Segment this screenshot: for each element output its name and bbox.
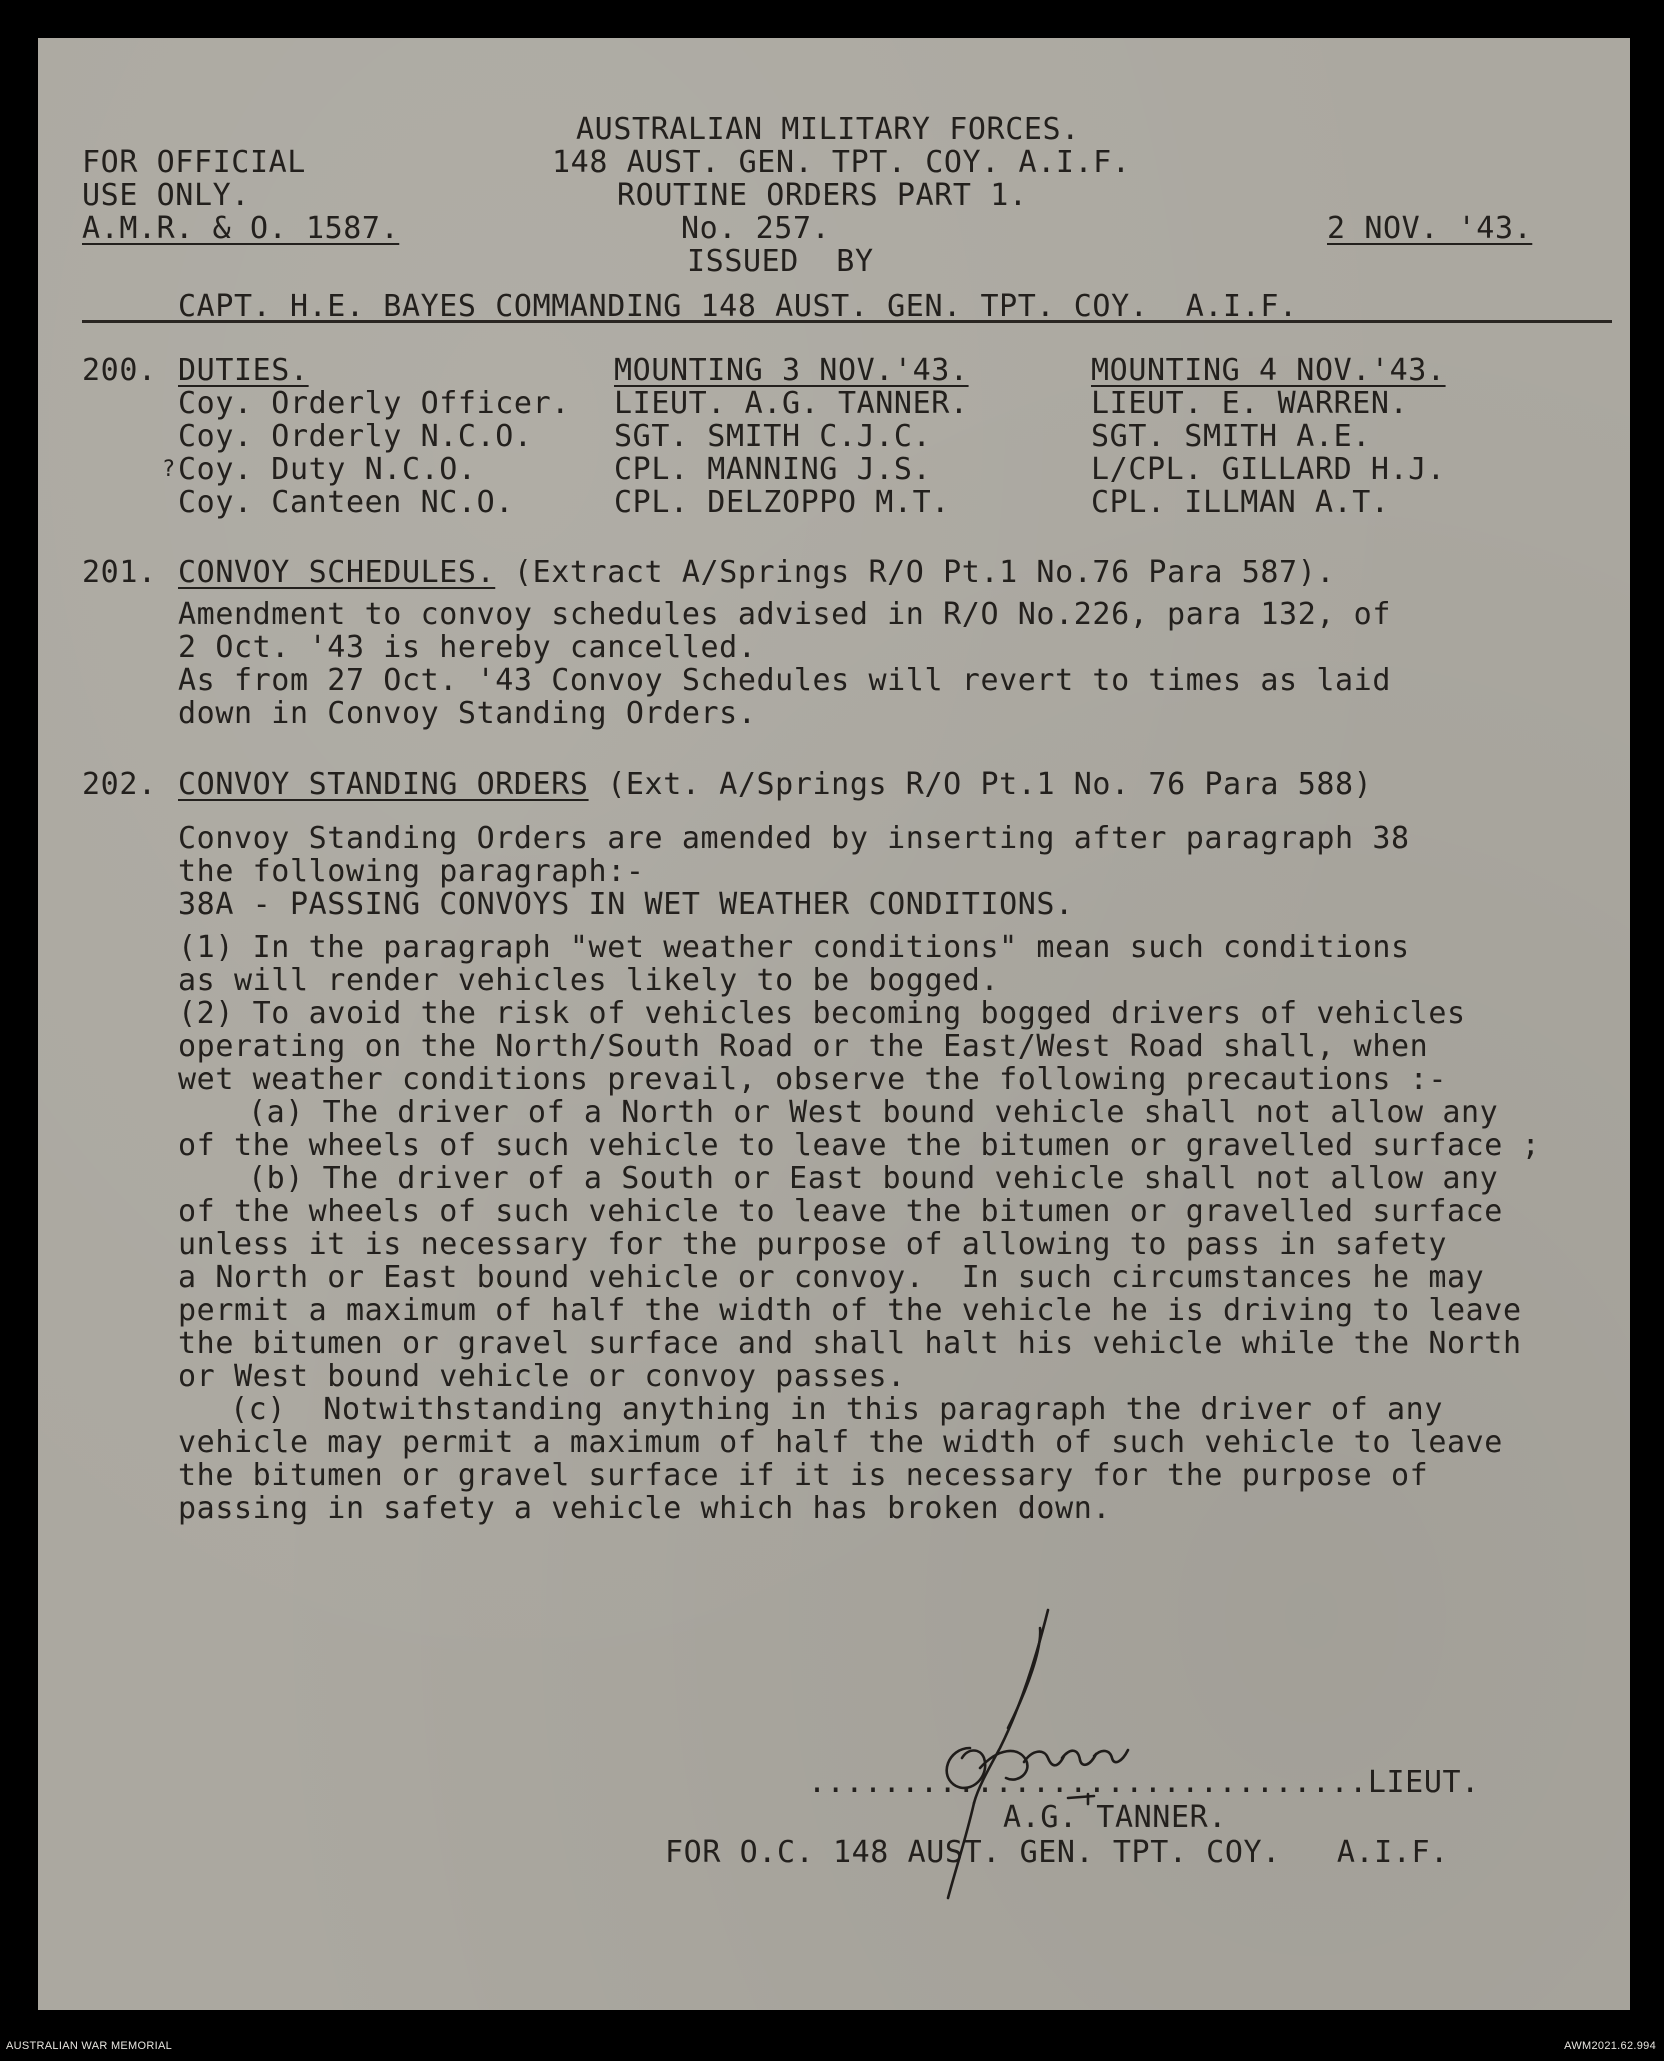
para-a-line: of the wheels of such vehicle to leave the bitumen or gravelled surface ; <box>178 1128 1541 1163</box>
signatory-name: A.G. TANNER. <box>1003 1800 1227 1835</box>
standing-orders-heading-line <box>178 768 1372 801</box>
footer-institution: AUSTRALIAN WAR MEMORIAL <box>6 2040 173 2052</box>
para-b-line: permit a maximum of half the width of the vehicle he is driving to leave <box>178 1293 1522 1328</box>
for-oc-line: FOR O.C. 148 AUST. GEN. TPT. COY. A.I.F. <box>665 1835 1449 1870</box>
para-c-line: (c) Notwithstanding anything in this paragraph the driver of any <box>230 1392 1443 1427</box>
official-use-line-2: USE ONLY. <box>82 178 250 213</box>
commanding-officer-line: CAPT. H.E. BAYES COMMANDING 148 AUST. GEN. TPT. COY. A.I.F. <box>178 289 1298 324</box>
duties-col1-heading: MOUNTING 3 NOV.'43. <box>614 353 969 388</box>
duty-day1: CPL. MANNING J.S. <box>614 452 932 487</box>
standing-orders-reference: (Ext. A/Springs R/O Pt.1 No. 76 Para 588) <box>588 767 1373 802</box>
duty-role: Coy. Orderly N.C.O. <box>178 419 533 454</box>
margin-question-mark: ? <box>162 457 176 482</box>
signature-dots-line: ..............................LIEUT. <box>808 1765 1480 1800</box>
duty-day2: CPL. ILLMAN A.T. <box>1091 485 1390 520</box>
para1-line: (1) In the paragraph "wet weather conditions" mean such conditions <box>178 930 1410 965</box>
official-use-line-1: FOR OFFICIAL <box>82 145 306 180</box>
duty-role: Coy. Orderly Officer. <box>178 386 570 421</box>
para-b-line: the bitumen or gravel surface and shall halt his vehicle while the North <box>178 1326 1522 1361</box>
issued-by-label: ISSUED BY <box>687 244 874 279</box>
para-200-number: 200. <box>82 353 157 388</box>
para1-line: as will render vehicles likely to be bogged. <box>178 963 1000 998</box>
routine-orders-title: ROUTINE ORDERS PART 1. <box>617 178 1028 213</box>
para2-line: wet weather conditions prevail, observe the following precautions :- <box>178 1062 1447 1097</box>
standing-orders-intro-line: Convoy Standing Orders are amended by inserting after paragraph 38 <box>178 821 1410 856</box>
para-c-line: the bitumen or gravel surface if it is necessary for the purpose of <box>178 1458 1429 1493</box>
document-sheet <box>38 38 1630 2010</box>
forces-title: AUSTRALIAN MILITARY FORCES. <box>576 112 1080 147</box>
standing-orders-intro-line: 38A - PASSING CONVOYS IN WET WEATHER CONDITIONS. <box>178 887 1074 922</box>
para-a-line: (a) The driver of a North or West bound vehicle shall not allow any <box>248 1095 1499 1130</box>
duty-day2: SGT. SMITH A.E. <box>1091 419 1371 454</box>
duties-heading: DUTIES. <box>178 353 309 388</box>
duty-day1: CPL. DELZOPPO M.T. <box>614 485 950 520</box>
duty-role: Coy. Canteen NC.O. <box>178 485 514 520</box>
convoy-schedules-line: down in Convoy Standing Orders. <box>178 696 757 731</box>
para-201-number: 201. <box>82 555 157 590</box>
duty-day1: SGT. SMITH C.J.C. <box>614 419 932 454</box>
para-b-line: (b) The driver of a South or East bound vehicle shall not allow any <box>248 1161 1499 1196</box>
duty-day1: LIEUT. A.G. TANNER. <box>614 386 969 421</box>
convoy-schedules-reference: (Extract A/Springs R/O Pt.1 No.76 Para 587). <box>495 555 1336 590</box>
convoy-schedules-line: As from 27 Oct. '43 Convoy Schedules will revert to times as laid <box>178 663 1391 698</box>
para-202-number: 202. <box>82 767 157 802</box>
convoy-schedules-line: Amendment to convoy schedules advised in R/O No.226, para 132, of <box>178 597 1391 632</box>
convoy-schedules-heading-line <box>178 556 1335 589</box>
para-b-line: a North or East bound vehicle or convoy. In such circumstances he may <box>178 1260 1485 1295</box>
duty-day2: LIEUT. E. WARREN. <box>1091 386 1409 421</box>
handwritten-signature <box>908 1598 1208 1908</box>
para2-line: operating on the North/South Road or the East/West Road shall, when <box>178 1029 1429 1064</box>
standing-orders-intro-line: the following paragraph:- <box>178 854 645 889</box>
convoy-schedules-heading: CONVOY SCHEDULES. <box>178 555 496 590</box>
amr-reference: A.M.R. & O. 1587. <box>82 211 400 246</box>
order-date: 2 NOV. '43. <box>1327 211 1533 246</box>
para-b-line: or West bound vehicle or convoy passes. <box>178 1359 906 1394</box>
order-number: No. 257. <box>681 211 831 246</box>
duties-col2-heading: MOUNTING 4 NOV.'43. <box>1091 353 1446 388</box>
standing-orders-heading: CONVOY STANDING ORDERS <box>178 767 589 802</box>
company-title: 148 AUST. GEN. TPT. COY. A.I.F. <box>552 145 1131 180</box>
duty-role: Coy. Duty N.C.O. <box>178 452 477 487</box>
para-b-line: of the wheels of such vehicle to leave the bitumen or gravelled surface <box>178 1194 1503 1229</box>
para-c-line: vehicle may permit a maximum of half the width of such vehicle to leave <box>178 1425 1503 1460</box>
para-c-line: passing in safety a vehicle which has broken down. <box>178 1491 1112 1526</box>
footer-accession-number: AWM2021.62.994 <box>1564 2040 1656 2052</box>
para-b-line: unless it is necessary for the purpose of allowing to pass in safety <box>178 1227 1447 1262</box>
convoy-schedules-line: 2 Oct. '43 is hereby cancelled. <box>178 630 757 665</box>
para2-line: (2) To avoid the risk of vehicles becoming bogged drivers of vehicles <box>178 996 1466 1031</box>
duty-day2: L/CPL. GILLARD H.J. <box>1091 452 1446 487</box>
